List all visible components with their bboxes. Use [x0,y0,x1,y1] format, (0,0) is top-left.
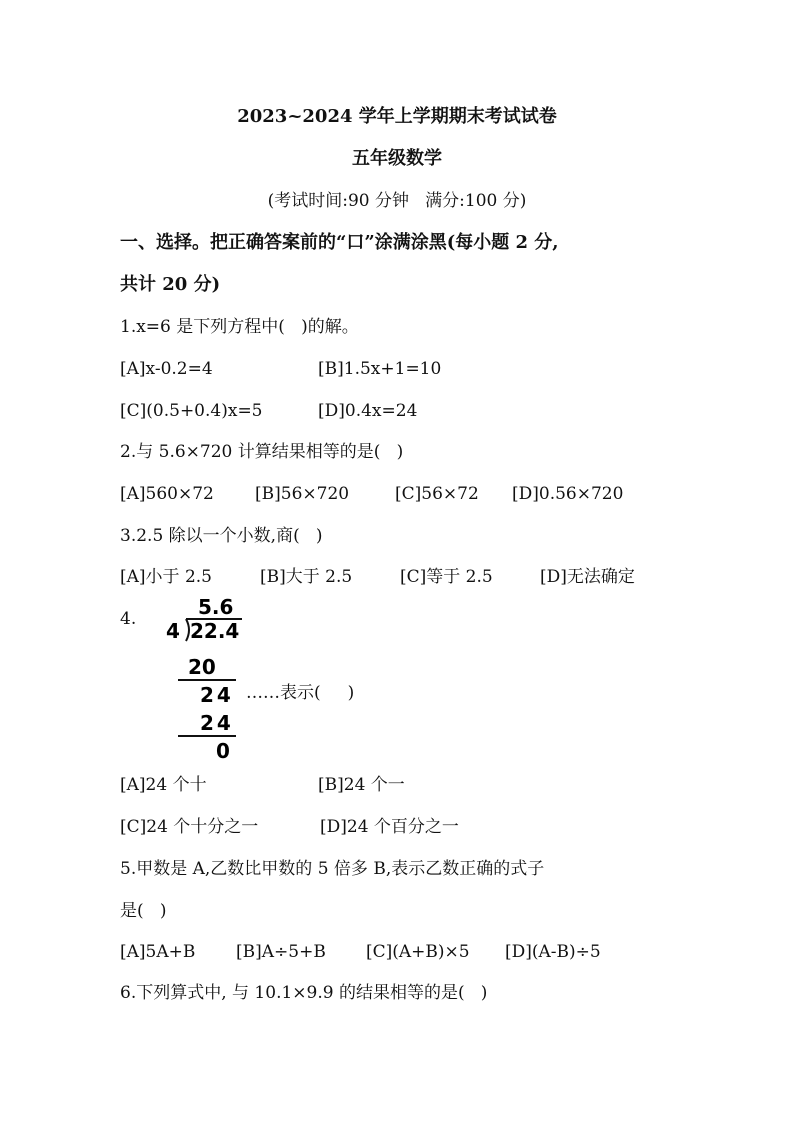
question-2-stem: 2.与 5.6×720 计算结果相等的是( ) [120,442,404,462]
question-5-stem-line1: 5.甲数是 A,乙数比甲数的 5 倍多 B,表示乙数正确的式子 [120,859,545,879]
question-2-option-a: [A]560×72 [120,484,214,504]
question-2-option-b: [B]56×720 [255,484,350,504]
division-remainder: 0 [216,739,230,763]
question-2-option-d: [D]0.56×720 [512,484,624,504]
question-4-number: 4. [120,609,137,629]
division-quotient: 5.6 [198,595,234,619]
question-5-option-b: [B]A÷5+B [236,942,326,962]
question-5-option-a: [A]5A+B [120,942,196,962]
question-3-option-c: [C]等于 2.5 [400,567,493,587]
division-step3: 24 [200,711,234,735]
question-3-option-d: [D]无法确定 [540,567,635,587]
question-3-option-b: [B]大于 2.5 [260,567,353,587]
question-1-option-c: [C](0.5+0.4)x=5 [120,401,263,421]
question-1-option-a: [A]x-0.2=4 [120,359,213,379]
question-3-stem: 3.2.5 除以一个小数,商( ) [120,526,323,546]
question-1-option-b: [B]1.5x+1=10 [318,359,442,379]
question-1-stem: 1.x=6 是下列方程中( )的解。 [120,317,359,337]
question-5-option-c: [C](A+B)×5 [366,942,470,962]
question-5-option-d: [D](A-B)÷5 [505,942,601,962]
long-division-diagram [160,590,250,770]
question-4-option-d: [D]24 个百分之一 [320,817,459,837]
question-4-stem-tail: ……表示( ) [246,683,355,703]
question-2-option-c: [C]56×72 [395,484,479,504]
division-dividend: 22.4 [190,619,240,643]
question-5-stem-line2: 是( ) [120,901,167,921]
question-4-option-b: [B]24 个一 [318,775,405,795]
question-3-option-a: [A]小于 2.5 [120,567,212,587]
division-step2: 24 [200,683,234,707]
exam-info: (考试时间:90 分钟 满分:100 分) [267,191,527,211]
question-6-stem: 6.下列算式中, 与 10.1×9.9 的结果相等的是( ) [120,983,488,1003]
question-4-option-a: [A]24 个十 [120,775,207,795]
division-step1: 20 [188,655,216,679]
question-4-option-c: [C]24 个十分之一 [120,817,259,837]
exam-title: 2023~2024 学年上学期期末考试试卷 [237,106,557,127]
section-heading-line1: 一、选择。把正确答案前的“口”涂满涂黑(每小题 2 分, [120,232,559,253]
division-divisor: 4 [166,619,180,643]
exam-subject: 五年级数学 [352,148,442,169]
section-heading-line2: 共计 20 分) [120,274,221,295]
question-1-option-d: [D]0.4x=24 [318,401,418,421]
